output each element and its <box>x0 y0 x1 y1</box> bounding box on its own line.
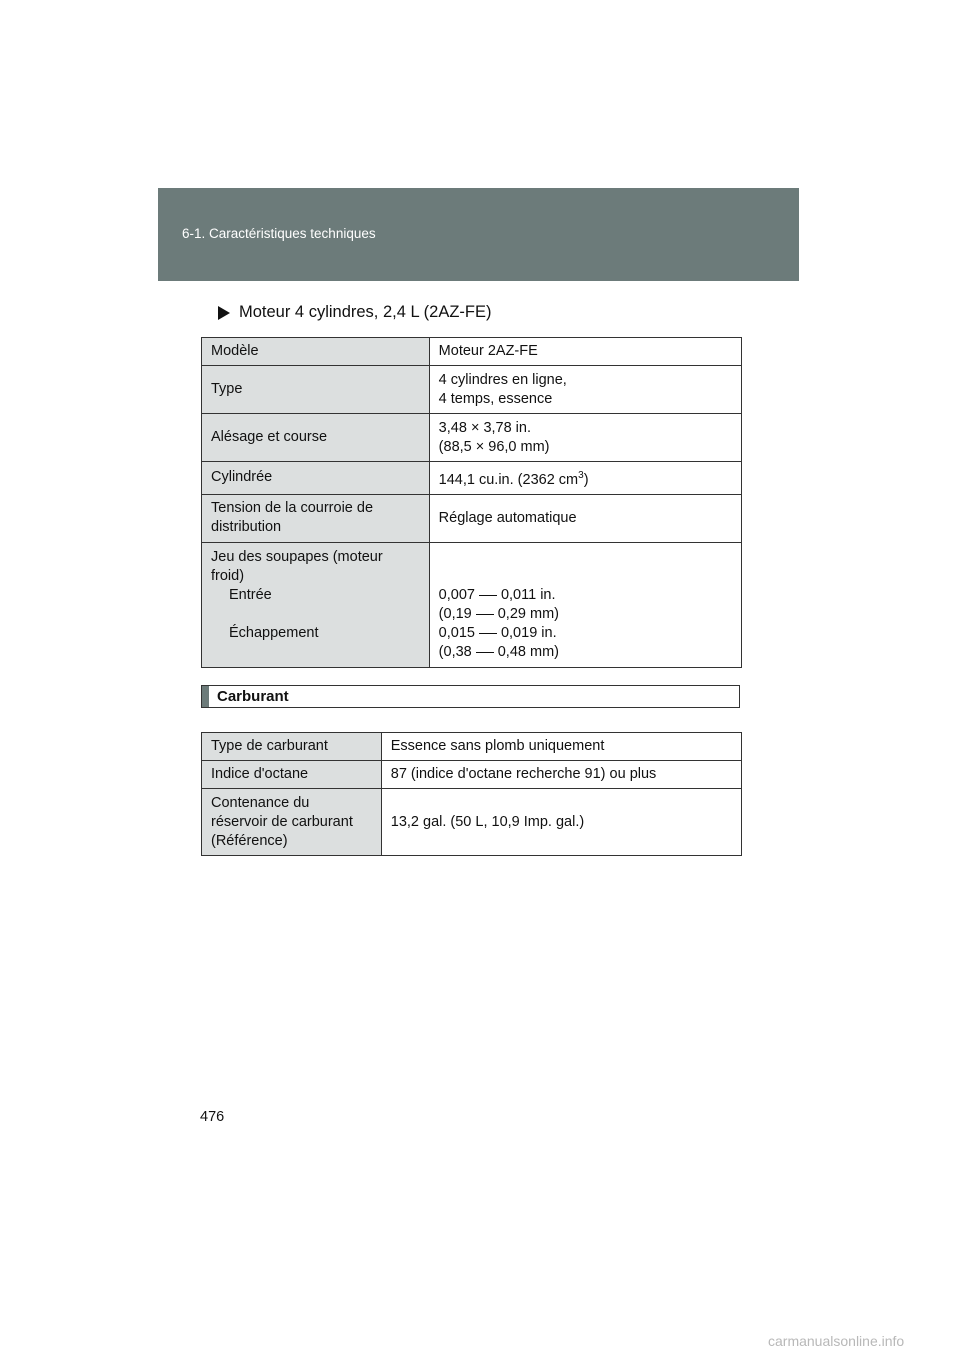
row-value <box>429 414 741 462</box>
table-row <box>202 462 742 495</box>
watermark-text: carmanualsonline.info <box>768 1333 905 1349</box>
row-label <box>202 494 430 542</box>
value-part: 96,0 mm) <box>488 438 550 455</box>
fuel-spec-table <box>201 732 742 856</box>
row-label <box>202 542 430 667</box>
label-line: Jeu des soupapes (moteur <box>211 548 383 565</box>
value-part: (0,38 <box>438 643 472 660</box>
value-line: 4 cylindres en ligne, <box>438 371 567 388</box>
value-part: 3,78 in. <box>483 419 532 436</box>
engine-subtitle <box>218 303 491 322</box>
value-part: 0,015 <box>438 624 475 641</box>
value-line: 4 temps, essence <box>438 390 553 407</box>
value-part: 144,1 cu.in. (2362 cm <box>438 471 579 488</box>
table-row <box>202 414 742 462</box>
page-number: 476 <box>200 1109 225 1125</box>
spacer-line <box>439 549 443 565</box>
table-row <box>202 338 742 366</box>
row-value <box>429 542 741 667</box>
spacer-line <box>439 568 443 584</box>
value-part: 0,29 mm) <box>497 605 559 622</box>
row-label: Type <box>202 366 430 414</box>
multiply-icon: × <box>470 419 480 436</box>
label-line: Tension de la courroie de <box>211 500 374 517</box>
label-line: froid) <box>211 567 245 584</box>
triangle-bullet-icon <box>218 306 230 320</box>
row-label: Type de carburant <box>202 733 382 761</box>
row-label: Modèle <box>202 338 430 366</box>
row-value: 87 (indice d'octane recherche 91) ou plus <box>381 761 741 789</box>
value-part: 0,019 in. <box>500 624 557 641</box>
table-row <box>202 494 742 542</box>
value-part: (88,5 <box>438 438 472 455</box>
fuel-section-header <box>201 685 740 708</box>
label-line: Contenance du <box>211 794 310 811</box>
label-line: (Référence) <box>211 832 288 849</box>
label-line: distribution <box>211 519 282 536</box>
fuel-section-title: Carburant <box>217 688 289 705</box>
label-line: réservoir de carburant <box>211 813 353 830</box>
dash-icon <box>476 614 494 615</box>
row-value: Essence sans plomb uniquement <box>381 733 741 761</box>
table-row <box>202 789 742 856</box>
row-label <box>202 789 382 856</box>
dash-icon <box>476 652 494 653</box>
table-row <box>202 733 742 761</box>
row-label: Indice d'octane <box>202 761 382 789</box>
label-line: Entrée <box>229 586 272 603</box>
engine-subtitle-text: Moteur 4 cylindres, 2,4 L (2AZ-FE) <box>239 303 492 321</box>
section-title: 6-1. Caractéristiques techniques <box>182 226 376 241</box>
value-part: 0,011 in. <box>500 586 556 603</box>
value-part: ) <box>583 471 589 488</box>
label-line: Échappement <box>229 624 319 641</box>
row-label: Alésage et course <box>202 414 430 462</box>
row-value <box>429 366 741 414</box>
value-part: 0,48 mm) <box>497 643 559 660</box>
table-row <box>202 542 742 667</box>
dash-icon <box>479 595 497 596</box>
section-bar <box>202 686 209 707</box>
table-row <box>202 761 742 789</box>
multiply-icon: × <box>475 438 485 455</box>
row-value: Réglage automatique <box>429 494 741 542</box>
row-value: 13,2 gal. (50 L, 10,9 Imp. gal.) <box>381 789 741 856</box>
dash-icon <box>479 633 497 634</box>
value-part: 0,007 <box>438 586 475 603</box>
engine-spec-table <box>201 337 742 668</box>
spacer-line <box>211 605 420 624</box>
row-label: Cylindrée <box>202 462 430 495</box>
value-part: 3,48 <box>438 419 467 436</box>
table-row <box>202 366 742 414</box>
section-header-band <box>158 188 799 281</box>
row-value: Moteur 2AZ-FE <box>429 338 741 366</box>
superscript: 3 <box>578 470 584 481</box>
value-part: (0,19 <box>438 605 472 622</box>
row-value <box>429 462 741 495</box>
spacer-line <box>211 643 420 662</box>
